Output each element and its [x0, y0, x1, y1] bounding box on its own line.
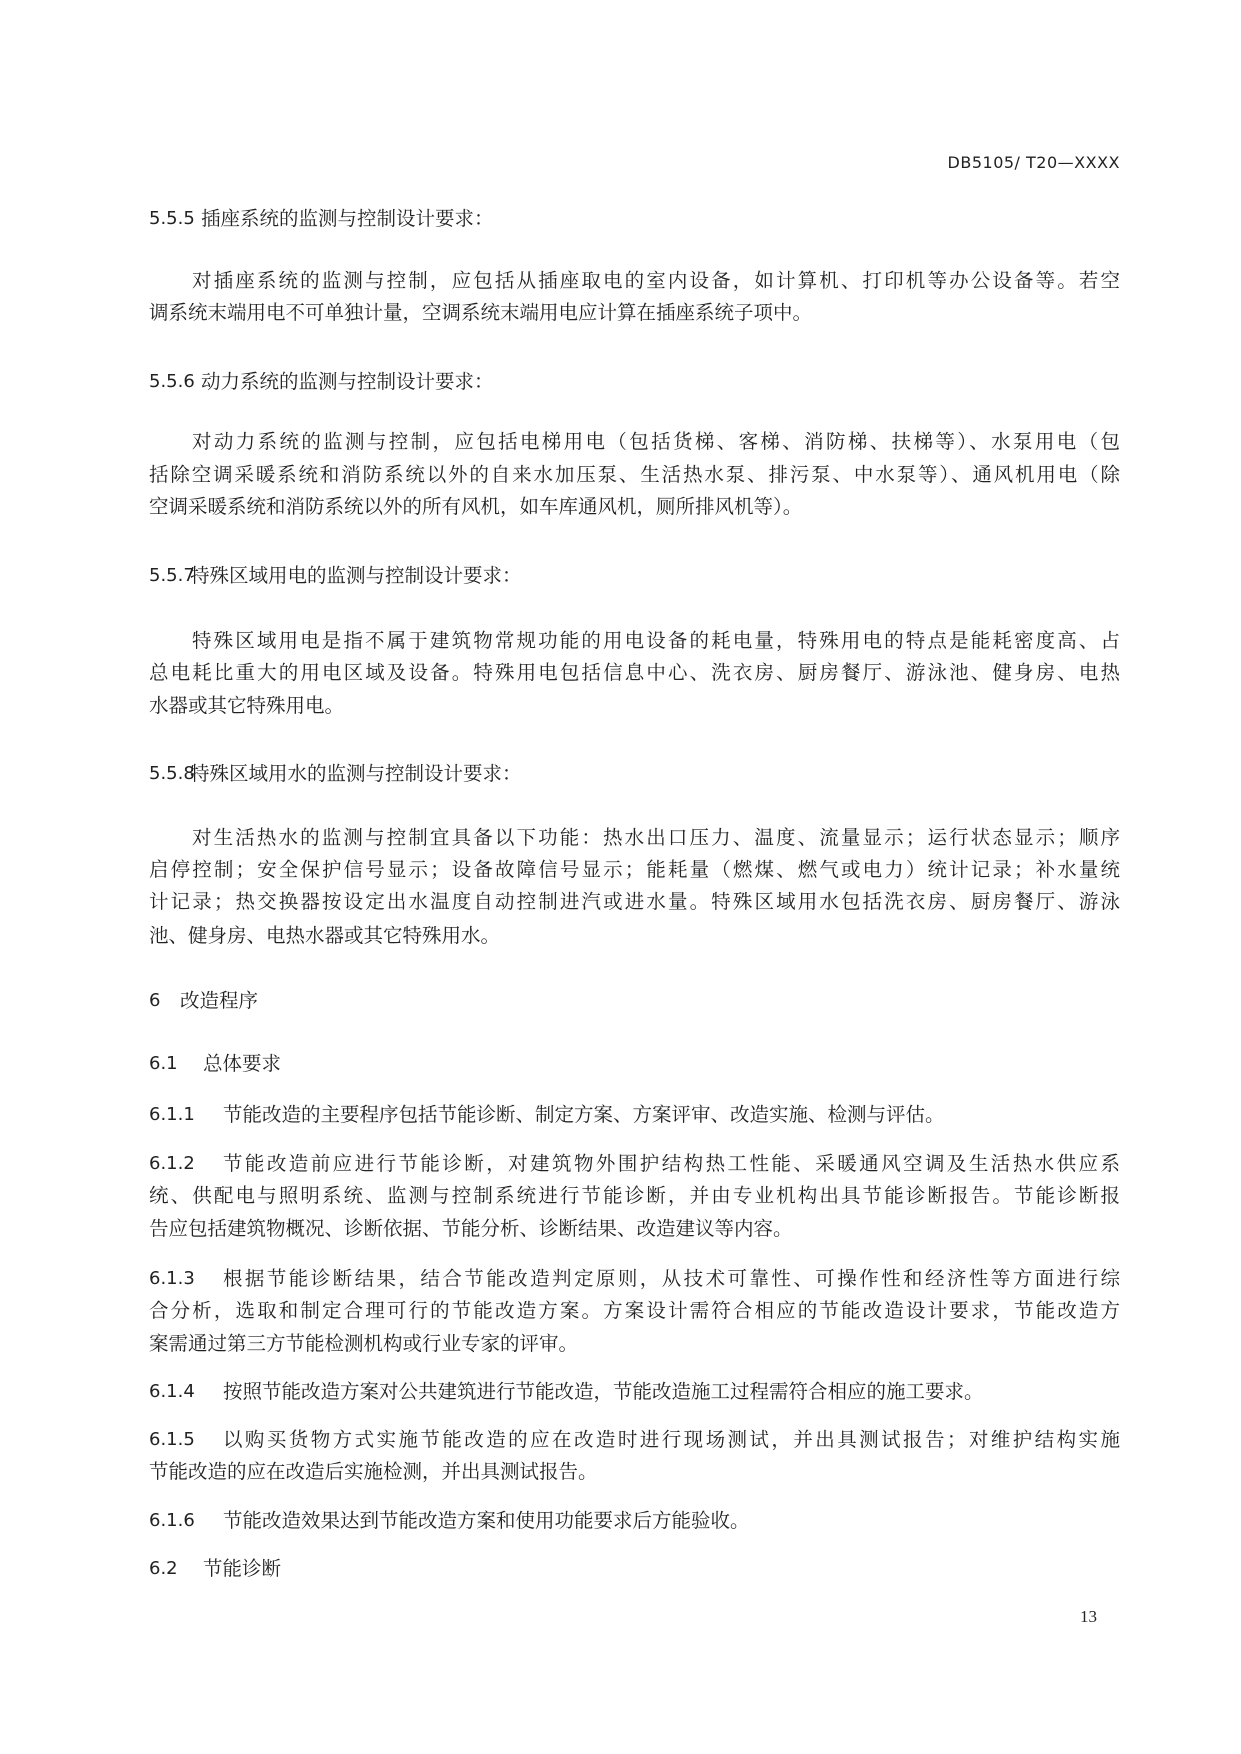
section-heading: 插座系统的监测与控制设计要求：: [201, 207, 494, 230]
paragraph-line: 计记录；热交换器按设定出水温度自动控制进汽或进水量。特殊区域用水包括洗衣房、厨房餐厅、游泳: [149, 890, 1120, 913]
document-code-header: DB5105/ T20—XXXX: [947, 153, 1120, 172]
clause-text-line: 以购买货物方式实施节能改造的应在改造时进行现场测试，并出具测试报告；对维护结构实施: [223, 1428, 1120, 1451]
clause-text-line: 节能改造的应在改造后实施检测，并出具测试报告。: [149, 1460, 598, 1483]
section-heading: 节能诊断: [203, 1557, 282, 1580]
paragraph-line: 括除空调采暖系统和消防系统以外的自来水加压泵、生活热水泵、排污泵、中水泵等）、通风机用电（除: [149, 463, 1120, 486]
clause-number: 6.1.5: [149, 1429, 195, 1450]
clause-number: 6.1.6: [149, 1510, 195, 1531]
paragraph-line: 特殊区域用电是指不属于建筑物常规功能的用电设备的耗电量，特殊用电的特点是能耗密度高、占: [192, 629, 1120, 652]
clause-text-line: 统、供配电与照明系统、监测与控制系统进行节能诊断，并由专业机构出具节能诊断报告。节能诊断报: [149, 1184, 1120, 1207]
clause-number: 6.1.3: [149, 1268, 195, 1289]
section-number: 6: [149, 990, 161, 1011]
section-number: 5.5.5: [149, 208, 195, 229]
clause-number: 6.1.1: [149, 1104, 195, 1125]
section-heading: 总体要求: [203, 1052, 282, 1075]
section-number: 5.5.8: [149, 763, 195, 784]
clause-text-line: 节能改造前应进行节能诊断，对建筑物外围护结构热工性能、采暖通风空调及生活热水供应系: [223, 1152, 1120, 1175]
paragraph-line: 总电耗比重大的用电区域及设备。特殊用电包括信息中心、洗衣房、厨房餐厅、游泳池、健身房、电热: [149, 661, 1120, 684]
clause-text-line: 案需通过第三方节能检测机构或行业专家的评审。: [149, 1332, 579, 1355]
paragraph-line: 对动力系统的监测与控制，应包括电梯用电（包括货梯、客梯、消防梯、扶梯等）、水泵用电（包: [192, 430, 1120, 453]
paragraph-line: 调系统末端用电不可单独计量，空调系统末端用电应计算在插座系统子项中。: [149, 301, 813, 324]
clause-text-line: 根据节能诊断结果，结合节能改造判定原则，从技术可靠性、可操作性和经济性等方面进行综: [223, 1267, 1120, 1290]
section-number: 6.2: [149, 1558, 178, 1579]
clause-text-line: 告应包括建筑物概况、诊断依据、节能分析、诊断结果、改造建议等内容。: [149, 1217, 793, 1240]
page-number: 13: [1080, 1607, 1097, 1626]
paragraph-line: 对插座系统的监测与控制，应包括从插座取电的室内设备，如计算机、打印机等办公设备等。若空: [192, 269, 1120, 292]
paragraph-line: 空调采暖系统和消防系统以外的所有风机，如车库通风机，厕所排风机等）。: [149, 495, 803, 518]
clause-text-line: 节能改造的主要程序包括节能诊断、制定方案、方案评审、改造实施、检测与评估。: [223, 1103, 945, 1126]
section-heading: 动力系统的监测与控制设计要求：: [201, 370, 494, 393]
paragraph-line: 对生活热水的监测与控制宜具备以下功能：热水出口压力、温度、流量显示；运行状态显示；顺序: [192, 826, 1120, 849]
clause-number: 6.1.4: [149, 1381, 195, 1402]
paragraph-line: 启停控制；安全保护信号显示；设备故障信号显示；能耗量（燃煤、燃气或电力）统计记录；补水量统: [149, 858, 1120, 881]
paragraph-line: 池、健身房、电热水器或其它特殊用水。: [149, 924, 501, 947]
section-number: 5.5.6: [149, 371, 195, 392]
paragraph-line: 水器或其它特殊用电。: [149, 694, 345, 717]
section-heading: 特殊区域用电的监测与控制设计要求：: [190, 564, 522, 587]
clause-text-line: 节能改造效果达到节能改造方案和使用功能要求后方能验收。: [223, 1509, 750, 1532]
clause-text-line: 合分析，选取和制定合理可行的节能改造方案。方案设计需符合相应的节能改造设计要求，节能改造方: [149, 1299, 1120, 1322]
section-number: 5.5.7: [149, 565, 195, 586]
clause-text-line: 按照节能改造方案对公共建筑进行节能改造，节能改造施工过程需符合相应的施工要求。: [223, 1380, 984, 1403]
section-heading: 改造程序: [180, 989, 259, 1012]
section-number: 6.1: [149, 1053, 178, 1074]
clause-number: 6.1.2: [149, 1153, 195, 1174]
section-heading: 特殊区域用水的监测与控制设计要求：: [190, 762, 522, 785]
